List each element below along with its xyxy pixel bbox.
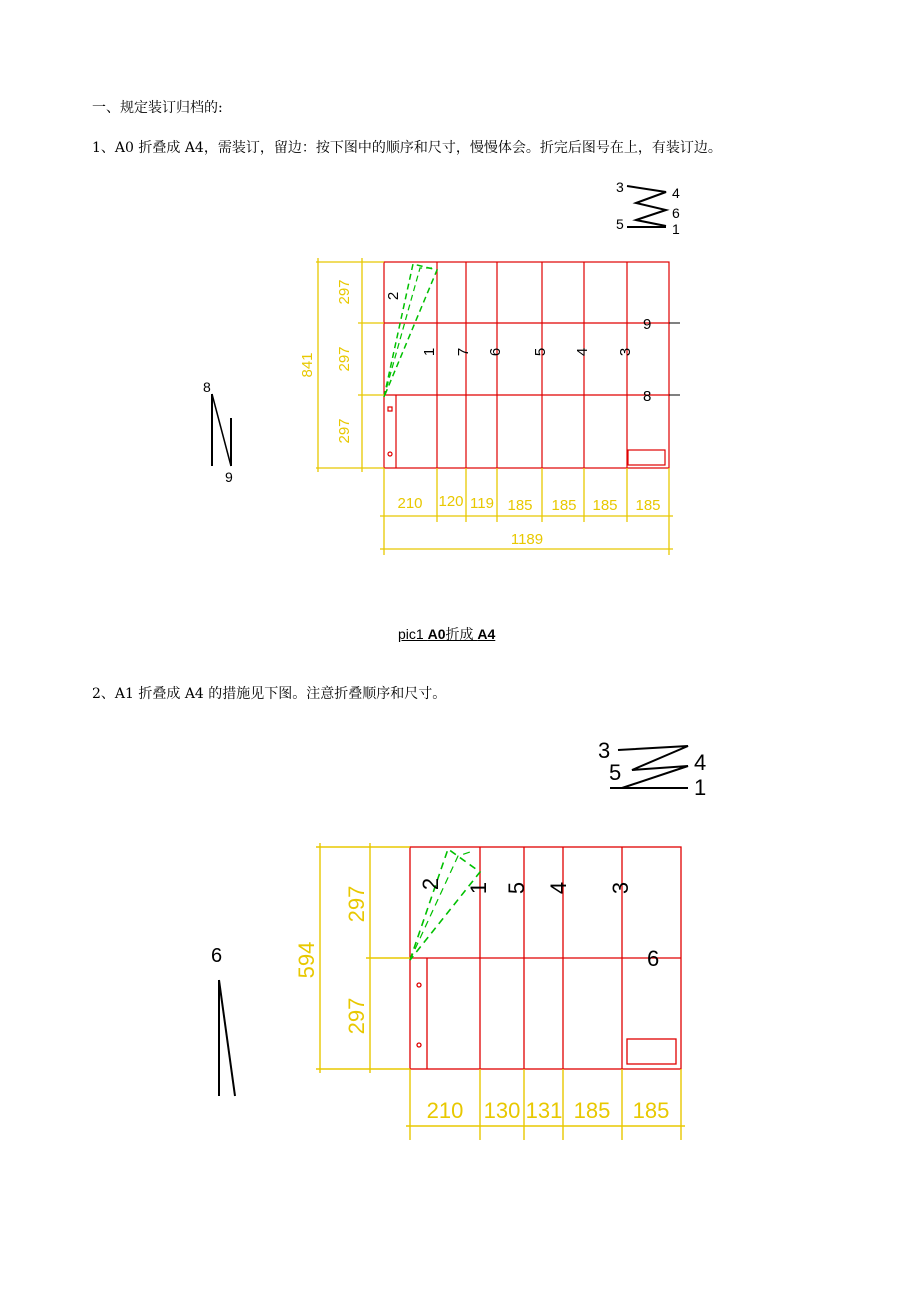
dimension-label: 185 — [507, 497, 533, 514]
fold-number: 9 — [643, 316, 652, 333]
zigzag-label: 6 — [672, 205, 680, 221]
fold-number: 1 — [466, 881, 491, 895]
zigzag-label: 3 — [616, 179, 624, 195]
dimension-label: 130 — [483, 1098, 521, 1123]
dimension-label: 297 — [336, 418, 353, 444]
dimension-label: 119 — [470, 495, 494, 512]
side-label: 8 — [203, 379, 211, 395]
fold-number: 4 — [546, 881, 571, 895]
item-1-text: 1、A0 折叠成 A4，需装订，留边：按下图中的顺序和尺寸，慢慢体会。折完后图号在上，有装订边。 — [92, 140, 722, 156]
fold-zigzag-diagram — [598, 738, 706, 800]
dimension-label: 297 — [344, 885, 369, 923]
item-2-text: 2、A1 折叠成 A4 的措施见下图。注意折叠顺序和尺寸。 — [92, 686, 447, 702]
fold-number: 3 — [608, 881, 633, 895]
fold-number: 2 — [385, 291, 402, 301]
fold-number: 6 — [647, 946, 660, 971]
dimension-total: 1189 — [510, 531, 544, 548]
dimension-label: 120 — [438, 493, 464, 510]
fold-number: 8 — [643, 388, 652, 405]
sheet-frame — [410, 847, 681, 1069]
dimension-label: 210 — [426, 1098, 464, 1123]
dimension-label: 185 — [592, 497, 618, 514]
fold-number: 2 — [418, 877, 443, 891]
dimension-label: 131 — [525, 1098, 563, 1123]
dimension-label: 297 — [336, 279, 353, 305]
fold-number: 5 — [532, 347, 549, 357]
dimension-label: 185 — [551, 497, 577, 514]
fold-number: 3 — [617, 347, 634, 357]
fold-number: 6 — [487, 347, 504, 357]
dimension-label: 297 — [344, 997, 369, 1035]
caption-bold: A4 — [477, 626, 496, 642]
dimension-label: 297 — [336, 346, 353, 372]
dimension-label: 185 — [635, 497, 661, 514]
zigzag-label: 5 — [616, 216, 624, 232]
fold-number: 5 — [504, 881, 529, 895]
zigzag-label: 4 — [694, 750, 707, 775]
zigzag-label: 3 — [598, 738, 611, 763]
dimension-label: 210 — [397, 495, 423, 512]
caption-bold: A0 — [427, 626, 446, 642]
dimension-total: 841 — [299, 352, 316, 378]
fold-number: 4 — [574, 347, 591, 357]
zigzag-label: 1 — [694, 775, 707, 800]
dimension-total: 594 — [294, 941, 319, 979]
side-label: 9 — [225, 469, 233, 485]
zigzag-label: 5 — [609, 760, 622, 785]
side-fold-diagram — [211, 945, 235, 1096]
caption-text: pic1 — [398, 626, 428, 642]
dimension-label: 185 — [573, 1098, 611, 1123]
fold-guide-line — [410, 849, 480, 960]
zigzag-label: 1 — [672, 221, 680, 237]
side-label: 6 — [211, 945, 223, 967]
dimension-label: 185 — [632, 1098, 670, 1123]
heading: 一、规定装订归档的: — [92, 100, 223, 116]
fold-number: 7 — [455, 347, 472, 357]
caption-text: 折成 — [445, 626, 478, 642]
zigzag-label: 4 — [672, 185, 680, 201]
fold-number: 1 — [421, 347, 438, 357]
fold-guide-line — [410, 852, 470, 960]
